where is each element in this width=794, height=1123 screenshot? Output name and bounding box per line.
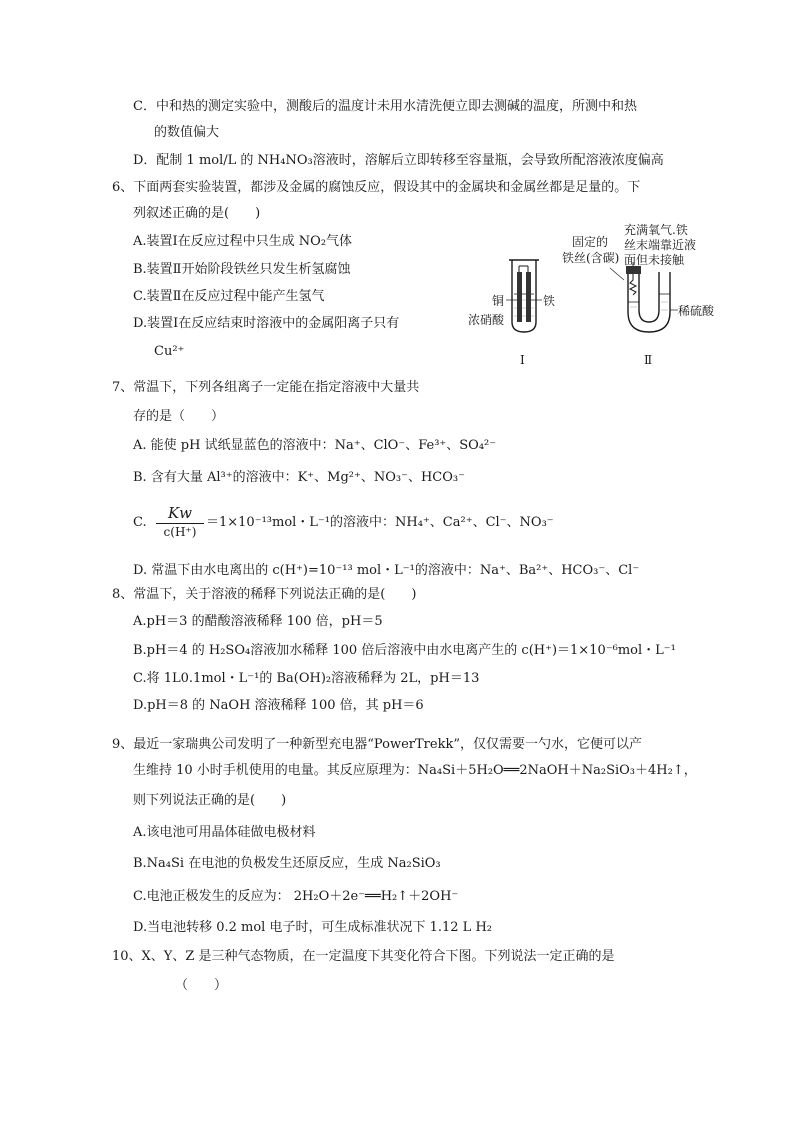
- q5-option-c-line2: 的数值偏大: [154, 125, 220, 140]
- label-apparatus-2: Ⅱ: [644, 353, 653, 367]
- apparatus-1-test-tube: [506, 260, 542, 332]
- q7-option-d: D. 常温下由水电离出的 c(H⁺)=10⁻¹³ mol・L⁻¹的溶液中：Na⁺、Ba²⁺、HCO₃⁻、Cl⁻: [133, 563, 640, 578]
- label-fixed-wire-2: 铁丝(含碳): [562, 251, 620, 265]
- q8-option-b: B.pH＝4 的 H₂SO₄溶液加水稀释 100 倍后溶液中由水电离产生的 c(H⁺)＝1×10⁻⁶mol・L⁻¹: [133, 643, 676, 658]
- q7-stem-line1: 7、常温下，下列各组离子一定能在指定溶液中大量共: [112, 380, 420, 395]
- q9-option-a: A.该电池可用晶体硅做电极材料: [133, 825, 316, 840]
- q6-option-b: B.装置Ⅱ开始阶段铁丝只发生析氢腐蚀: [133, 262, 351, 277]
- q10-stem-line1: 10、X、Y、Z 是三种气态物质，在一定温度下其变化符合下图。下列说法一定正确的是: [112, 949, 615, 964]
- label-oxygen-1: 充满氧气.铁: [624, 223, 688, 237]
- apparatus-figure: [460, 222, 720, 372]
- q10-stem-line2: （ ）: [175, 978, 228, 993]
- apparatus-2-u-tube: [610, 262, 678, 332]
- label-fixed-wire-1: 固定的: [572, 235, 609, 249]
- q8-stem: 8、常温下，关于溶液的稀释下列说法正确的是( ): [112, 587, 417, 602]
- q9-option-b: B.Na₄Si 在电池的负极发生还原反应，生成 Na₂SiO₃: [133, 856, 441, 871]
- q6-option-a: A.装置Ⅰ在反应过程中只生成 NO₂气体: [133, 234, 353, 249]
- label-apparatus-1: Ⅰ: [520, 353, 525, 367]
- q7-option-a: A. 能使 pH 试纸显蓝色的溶液中：Na⁺、ClO⁻、Fe³⁺、SO₄²⁻: [133, 438, 497, 453]
- label-oxygen-2: 丝末端靠近液: [624, 238, 697, 252]
- label-copper: 铜: [492, 294, 505, 308]
- label-oxygen-3: 面但未接触: [624, 253, 685, 267]
- q8-option-d: D.pH＝8 的 NaOH 溶液稀释 100 倍，其 pH＝6: [133, 698, 424, 713]
- q8-option-a: A.pH＝3 的醋酸溶液稀释 100 倍，pH＝5: [133, 614, 383, 629]
- q6-stem-line2: 列叙述正确的是( ): [133, 206, 261, 221]
- q9-stem-line3: 则下列说法正确的是( ): [133, 793, 287, 808]
- fraction-bar: [156, 523, 204, 524]
- q7-stem-line2: 存的是（ ）: [133, 409, 225, 424]
- q7-option-c-fraction: [156, 504, 204, 539]
- q6-stem-line1: 6、下面两套实验装置，都涉及金属的腐蚀反应，假设其中的金属块和金属丝都是足量的。下: [112, 180, 641, 195]
- q8-option-c: C.将 1L0.1mol・L⁻¹的 Ba(OH)₂溶液稀释为 2L，pH＝13: [133, 671, 480, 686]
- q7-option-c: ＝1×10⁻¹³mol・L⁻¹的溶液中：NH₄⁺、Ca²⁺、Cl⁻、NO₃⁻: [206, 515, 554, 530]
- q9-option-c: C.电池正极发生的反应为： 2H₂O＋2e⁻══H₂↑＋2OH⁻: [133, 889, 459, 904]
- label-dilute-sulfuric-acid: 稀硫酸: [678, 304, 715, 318]
- q6-option-d-line2: Cu²⁺: [154, 344, 185, 359]
- fraction-denominator: c(H⁺): [163, 525, 197, 539]
- q7-option-b: B. 含有大量 Al³⁺的溶液中：K⁺、Mg²⁺、NO₃⁻、HCO₃⁻: [133, 470, 465, 485]
- q5-option-d: D．配制 1 mol/L 的 NH₄NO₃溶液时，溶解后立即转移至容量瓶，会导致所配溶液浓度偏高: [133, 153, 664, 168]
- q9-stem-line1: 9、最近一家瑞典公司发明了一种新型充电器“PowerTrekk”，仅仅需要一勺水，它便可以产: [112, 737, 642, 752]
- q6-option-d: D.装置Ⅰ在反应结束时溶液中的金属阳离子只有: [133, 316, 400, 331]
- q6-option-c: C.装置Ⅱ在反应过程中能产生氢气: [133, 289, 325, 304]
- fraction-numerator: Kw: [167, 504, 193, 522]
- q7-option-c-label: C.: [133, 515, 147, 530]
- label-conc-nitric-acid: 浓硝酸: [468, 313, 505, 327]
- q9-option-d: D.当电池转移 0.2 mol 电子时，可生成标准状况下 1.12 L H₂: [133, 920, 492, 935]
- q9-stem-line2: 生维持 10 小时手机使用的电量。其反应原理为：Na₄Si＋5H₂O══2NaOH＋Na₂SiO₃＋4H₂↑，: [133, 763, 697, 778]
- label-iron: 铁: [543, 294, 556, 308]
- q5-option-c-line1: C．中和热的测定实验中，测酸后的温度计未用水清洗便立即去测碱的温度，所测中和热: [133, 99, 637, 114]
